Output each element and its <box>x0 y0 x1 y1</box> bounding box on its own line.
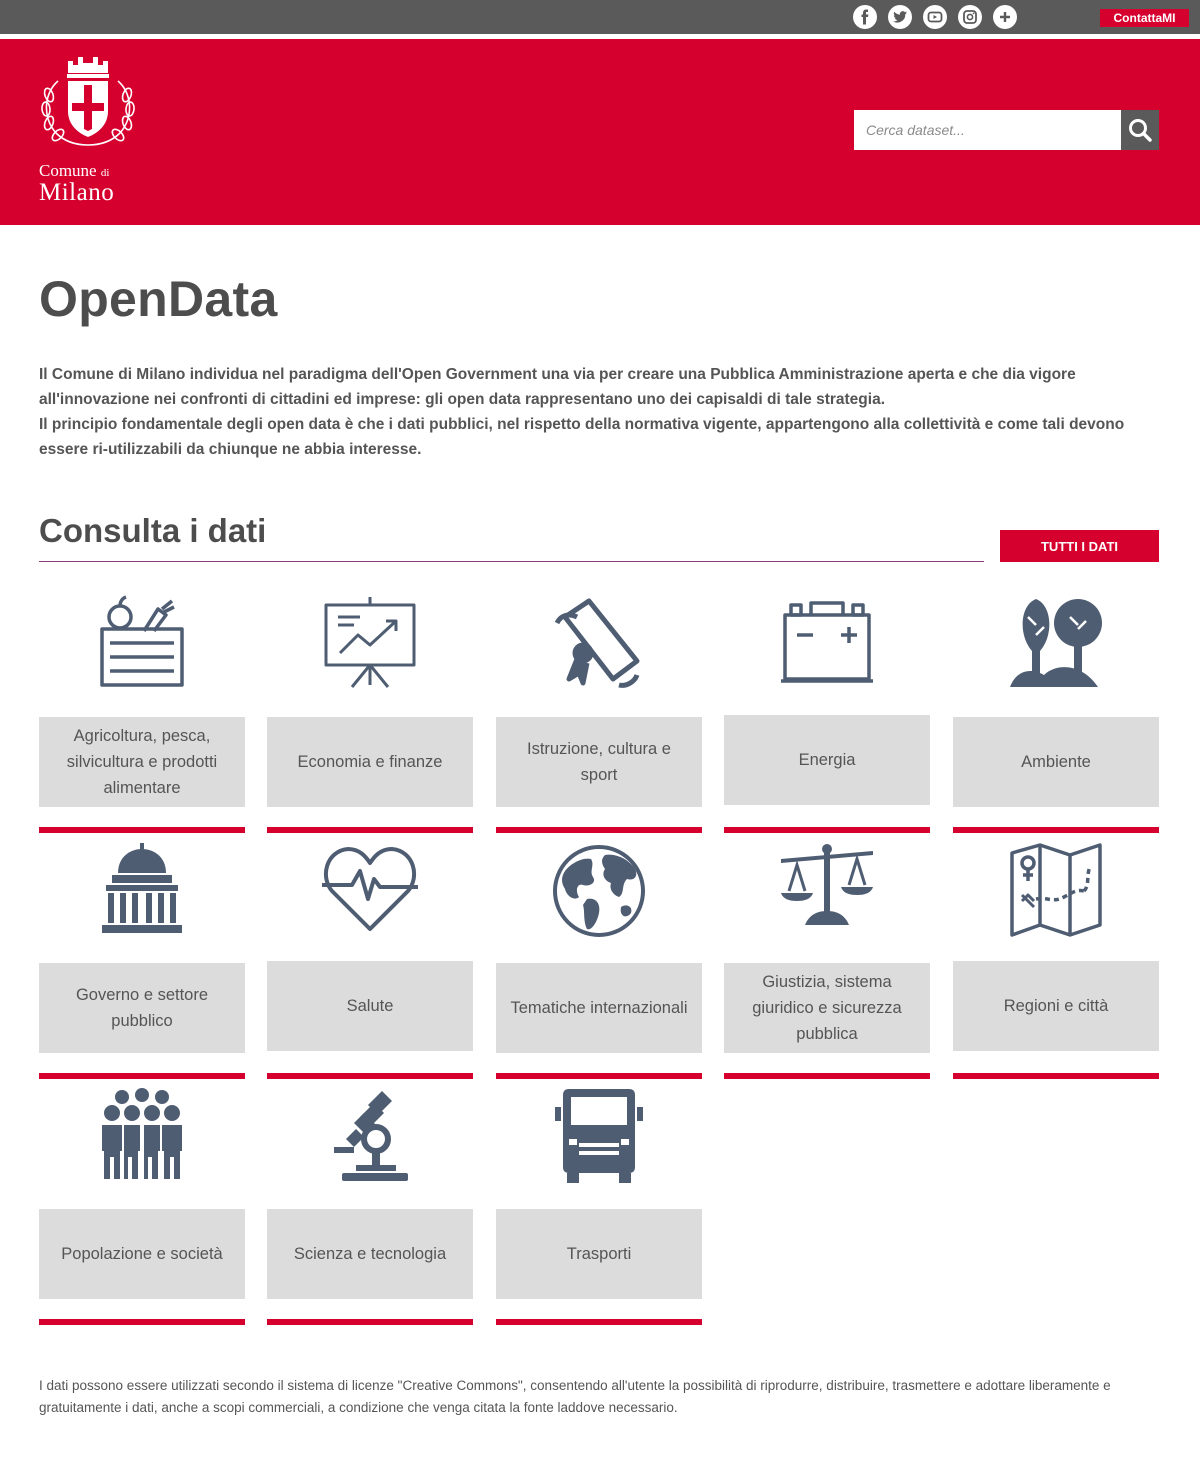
category-underline <box>267 1073 473 1079</box>
people-icon <box>92 1087 192 1187</box>
chart-board-icon <box>320 595 420 695</box>
logo-text-comune: Comune di <box>39 161 110 180</box>
youtube-icon[interactable] <box>923 5 947 29</box>
category-label[interactable]: Salute <box>267 961 473 1051</box>
diploma-icon <box>549 595 649 695</box>
category-label[interactable]: Popolazione e società <box>39 1209 245 1299</box>
top-bar <box>0 0 1200 34</box>
page-title: OpenData <box>39 271 278 327</box>
scales-icon <box>777 841 877 941</box>
category-label[interactable]: Giustizia, sistema giuridico e sicurezza pubblica <box>724 963 930 1053</box>
license-note: I dati possono essere utilizzati secondo il sistema di licenze "Creative Commons", consentendo all'utente la possibilità di riprodurre, distribuire, trasmettere e adottare liberamente e gratuitamente i dati, anche a scopi commerciali, a condizione che venga citata la fonte laddove necessario. <box>39 1378 1111 1415</box>
category-label[interactable]: Ambiente <box>953 717 1159 807</box>
category-label[interactable]: Regioni e città <box>953 961 1159 1051</box>
all-data-button[interactable]: TUTTI I DATI <box>1000 530 1159 562</box>
search-button[interactable] <box>1121 110 1159 150</box>
category-underline <box>267 1319 473 1325</box>
intro-paragraph-1: Il Comune di Milano individua nel paradigma dell'Open Government una via per creare una Pubblica Amministrazione aperta e che dia vigore all'innovazione nei confronti di cittadini ed imprese: gli open data rappresentano uno dei capisaldi di tale strategia. <box>39 366 1076 408</box>
category-label[interactable]: Scienza e tecnologia <box>267 1209 473 1299</box>
twitter-icon[interactable] <box>888 5 912 29</box>
globe-icon <box>549 841 649 941</box>
social-links <box>853 5 1017 29</box>
heart-pulse-icon <box>320 841 420 941</box>
microscope-icon <box>320 1087 420 1187</box>
search-box <box>854 110 1159 150</box>
trees-icon <box>1006 595 1106 695</box>
category-underline <box>496 1073 702 1079</box>
category-label[interactable]: Energia <box>724 715 930 805</box>
intro-paragraph-2: Il principio fondamentale degli open data è che i dati pubblici, nel rispetto della normativa vigente, appartengono alla collettività e come tali devono essere ri-utilizzabili da chiunque ne abbia interesse. <box>39 416 1125 458</box>
instagram-icon[interactable] <box>958 5 982 29</box>
capitol-icon <box>92 841 192 941</box>
category-label[interactable]: Governo e settore pubblico <box>39 963 245 1053</box>
facebook-icon[interactable] <box>853 5 877 29</box>
map-icon <box>1006 841 1106 941</box>
section-divider <box>39 561 984 562</box>
category-label[interactable]: Agricoltura, pesca, silvicultura e prodotti alimentare <box>39 717 245 807</box>
section-title: Consulta i dati <box>39 512 267 549</box>
category-label[interactable]: Istruzione, cultura e sport <box>496 717 702 807</box>
header <box>0 39 1200 225</box>
crate-icon <box>92 595 192 695</box>
search-input[interactable] <box>854 110 1121 150</box>
category-underline <box>39 1319 245 1325</box>
logo-text-milano: Milano <box>39 179 115 206</box>
category-label[interactable]: Economia e finanze <box>267 717 473 807</box>
category-underline <box>39 827 245 833</box>
category-label[interactable]: Trasporti <box>496 1209 702 1299</box>
category-underline <box>953 1073 1159 1079</box>
intro-text <box>39 362 1161 462</box>
category-underline <box>496 827 702 833</box>
category-underline <box>496 1319 702 1325</box>
category-underline <box>39 1073 245 1079</box>
category-underline <box>724 1073 930 1079</box>
truck-icon <box>549 1087 649 1187</box>
battery-icon <box>777 595 877 695</box>
category-underline <box>724 827 930 833</box>
category-label[interactable]: Tematiche internazionali <box>496 963 702 1053</box>
search-icon <box>1127 117 1153 143</box>
category-underline <box>953 827 1159 833</box>
category-underline <box>267 827 473 833</box>
contact-button[interactable]: ContattaMI <box>1100 9 1189 27</box>
plus-icon[interactable] <box>993 5 1017 29</box>
